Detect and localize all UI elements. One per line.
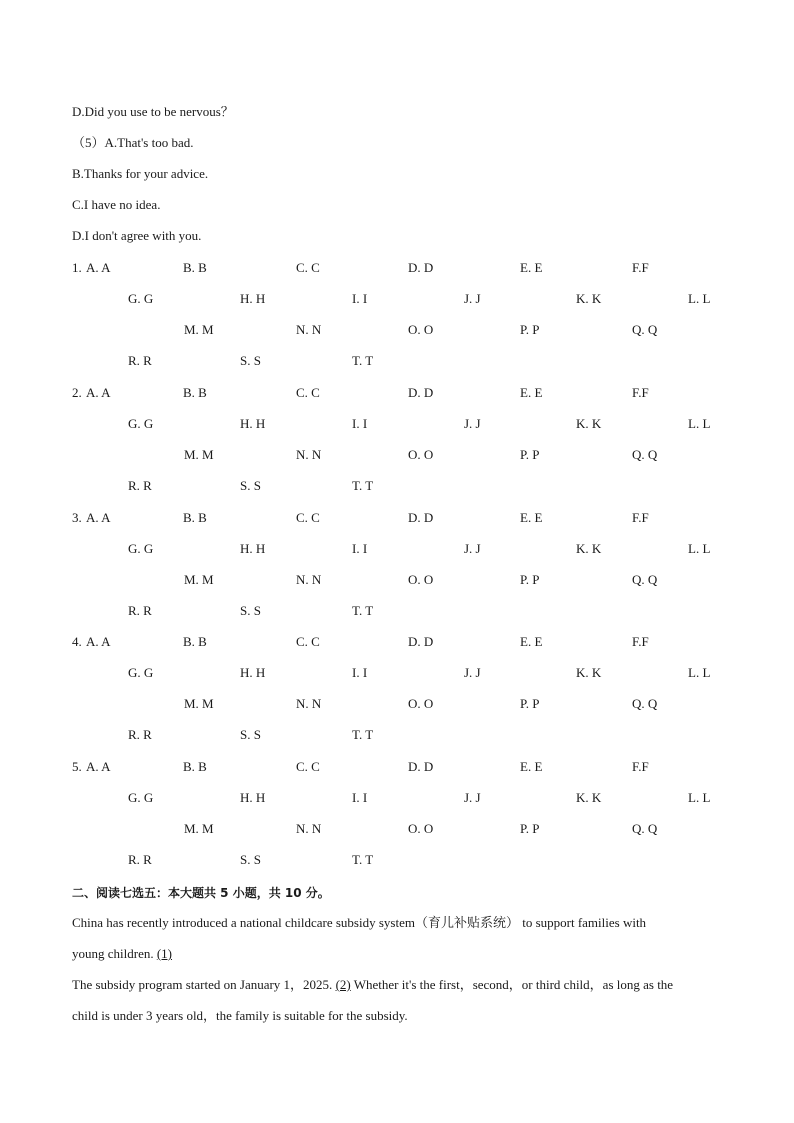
answer-option: N. N (296, 696, 322, 712)
answer-option: O. O (408, 571, 434, 587)
answer-option: N. N (296, 322, 322, 337)
answer-option: E. E (520, 759, 543, 774)
option-5c: C.I have no idea. (72, 197, 161, 212)
answer-option: B. B (183, 260, 207, 275)
option-4d: D.Did you use to be nervous？ (72, 104, 234, 119)
answer-option: T. T (352, 727, 374, 743)
answer-option: B. B (183, 634, 207, 650)
answer-option: N. N (296, 446, 322, 462)
answer-option: Q. Q (632, 696, 658, 712)
answer-option: R. R (128, 727, 152, 743)
answer-option: Q. Q (632, 322, 658, 337)
answer-option: L. L (688, 790, 711, 805)
option-5b: B.Thanks for your advice. (72, 166, 209, 181)
answer-option: P. P (520, 821, 540, 836)
paragraph-1-line-1: China has recently introduced a national childcare subsidy system（育儿补贴系统） to support families with (72, 915, 647, 930)
answer-option: L. L (688, 665, 711, 681)
answer-option: A. A (86, 759, 111, 774)
answer-option: M. M (184, 571, 214, 587)
blank-1: (1) (156, 946, 173, 961)
answer-option: J. J (464, 415, 481, 431)
answer-option: T. T (352, 602, 374, 618)
answer-option: T. T (352, 852, 374, 867)
answer-option: C. C (296, 634, 320, 650)
answer-option: G. G (128, 790, 154, 805)
answer-option: S. S (240, 477, 261, 493)
blank-2: (2) (335, 977, 351, 992)
answer-option: C. C (296, 509, 320, 525)
answer-option: C. C (296, 759, 320, 774)
answer-option: S. S (240, 852, 261, 867)
answer-option: R. R (128, 353, 152, 368)
answer-option: K. K (576, 790, 602, 805)
answer-option: T. T (352, 353, 374, 368)
answer-option: N. N (296, 571, 322, 587)
answer-option: P. P (520, 446, 540, 462)
answer-option: D. D (408, 260, 434, 275)
answer-option: L. L (688, 415, 711, 431)
paragraph-2-line-2: child is under 3 years old，the family is suitable for the subsidy. (72, 1008, 408, 1023)
answer-option: H. H (240, 540, 266, 556)
paragraph-1-text: young children. (72, 946, 154, 961)
paragraph-1-line-2 (72, 946, 172, 962)
answer-option: S. S (240, 727, 261, 743)
option-5d: D.I don't agree with you. (72, 228, 202, 243)
answer-option: P. P (520, 322, 540, 337)
answer-option: G. G (128, 540, 154, 556)
answer-option: A. A (86, 509, 111, 525)
answer-option: C. C (296, 384, 320, 400)
answer-option: A. A (86, 384, 111, 400)
answer-option: O. O (408, 821, 434, 836)
answer-option: Q. Q (632, 446, 658, 462)
answer-option: J. J (464, 291, 481, 306)
question-number: 4. (72, 634, 82, 650)
answer-option: H. H (240, 665, 266, 681)
answer-option: J. J (464, 665, 481, 681)
answer-option: H. H (240, 415, 266, 431)
answer-option: S. S (240, 602, 261, 618)
answer-option: G. G (128, 665, 154, 681)
answer-option: C. C (296, 260, 320, 275)
question-number: 2. (72, 384, 82, 400)
answer-option: N. N (296, 821, 322, 836)
paragraph-2-line-1 (72, 977, 673, 993)
answer-option: L. L (688, 291, 711, 306)
answer-option: D. D (408, 634, 434, 650)
answer-option: D. D (408, 759, 434, 774)
answer-option: A. A (86, 260, 111, 275)
answer-option: L. L (688, 540, 711, 556)
answer-option: F.F (632, 759, 649, 774)
answer-option: D. D (408, 384, 434, 400)
answer-option: K. K (576, 415, 602, 431)
answer-option: I. I (352, 415, 368, 431)
answer-option: Q. Q (632, 571, 658, 587)
paragraph-2-text-a: The subsidy program started on January 1，2025. (72, 977, 333, 992)
answer-option: R. R (128, 602, 152, 618)
answer-option: D. D (408, 509, 434, 525)
answer-option: K. K (576, 665, 602, 681)
answer-option: T. T (352, 477, 374, 493)
answer-option: G. G (128, 291, 154, 306)
answer-option: E. E (520, 634, 543, 650)
answer-option: F.F (632, 260, 649, 275)
section-heading: 二、阅读七选五：本大题共 5 小题，共 10 分。 (72, 886, 330, 900)
answer-option: M. M (184, 322, 214, 337)
answer-option: E. E (520, 260, 543, 275)
answer-option: H. H (240, 291, 266, 306)
answer-option: O. O (408, 446, 434, 462)
answer-option: H. H (240, 790, 266, 805)
answer-option: M. M (184, 696, 214, 712)
answer-option: Q. Q (632, 821, 658, 836)
answer-option: M. M (184, 821, 214, 836)
answer-option: K. K (576, 540, 602, 556)
answer-option: F.F (632, 634, 649, 650)
answer-option: O. O (408, 322, 434, 337)
answer-option: K. K (576, 291, 602, 306)
answer-option: R. R (128, 477, 152, 493)
answer-option: I. I (352, 291, 368, 306)
answer-option: E. E (520, 509, 543, 525)
answer-option: G. G (128, 415, 154, 431)
answer-option: I. I (352, 665, 368, 681)
answer-option: P. P (520, 571, 540, 587)
answer-option: B. B (183, 759, 207, 774)
answer-option: A. A (86, 634, 111, 650)
answer-option: F.F (632, 384, 649, 400)
answer-option: E. E (520, 384, 543, 400)
answer-option: J. J (464, 790, 481, 805)
answer-option: R. R (128, 852, 152, 867)
answer-option: M. M (184, 446, 214, 462)
answer-option: I. I (352, 790, 368, 805)
question-number: 1. (72, 260, 82, 275)
answer-option: O. O (408, 696, 434, 712)
answer-option: J. J (464, 540, 481, 556)
answer-option: P. P (520, 696, 540, 712)
question-number: 5. (72, 759, 82, 774)
answer-option: B. B (183, 384, 207, 400)
paragraph-2-text-b: Whether it's the first，second，or third child，as long as the (353, 977, 674, 992)
answer-option: B. B (183, 509, 207, 525)
option-5a: （5）A.That's too bad. (72, 135, 194, 150)
answer-option: S. S (240, 353, 261, 368)
answer-option: F.F (632, 509, 649, 525)
answer-option: I. I (352, 540, 368, 556)
question-number: 3. (72, 509, 82, 525)
